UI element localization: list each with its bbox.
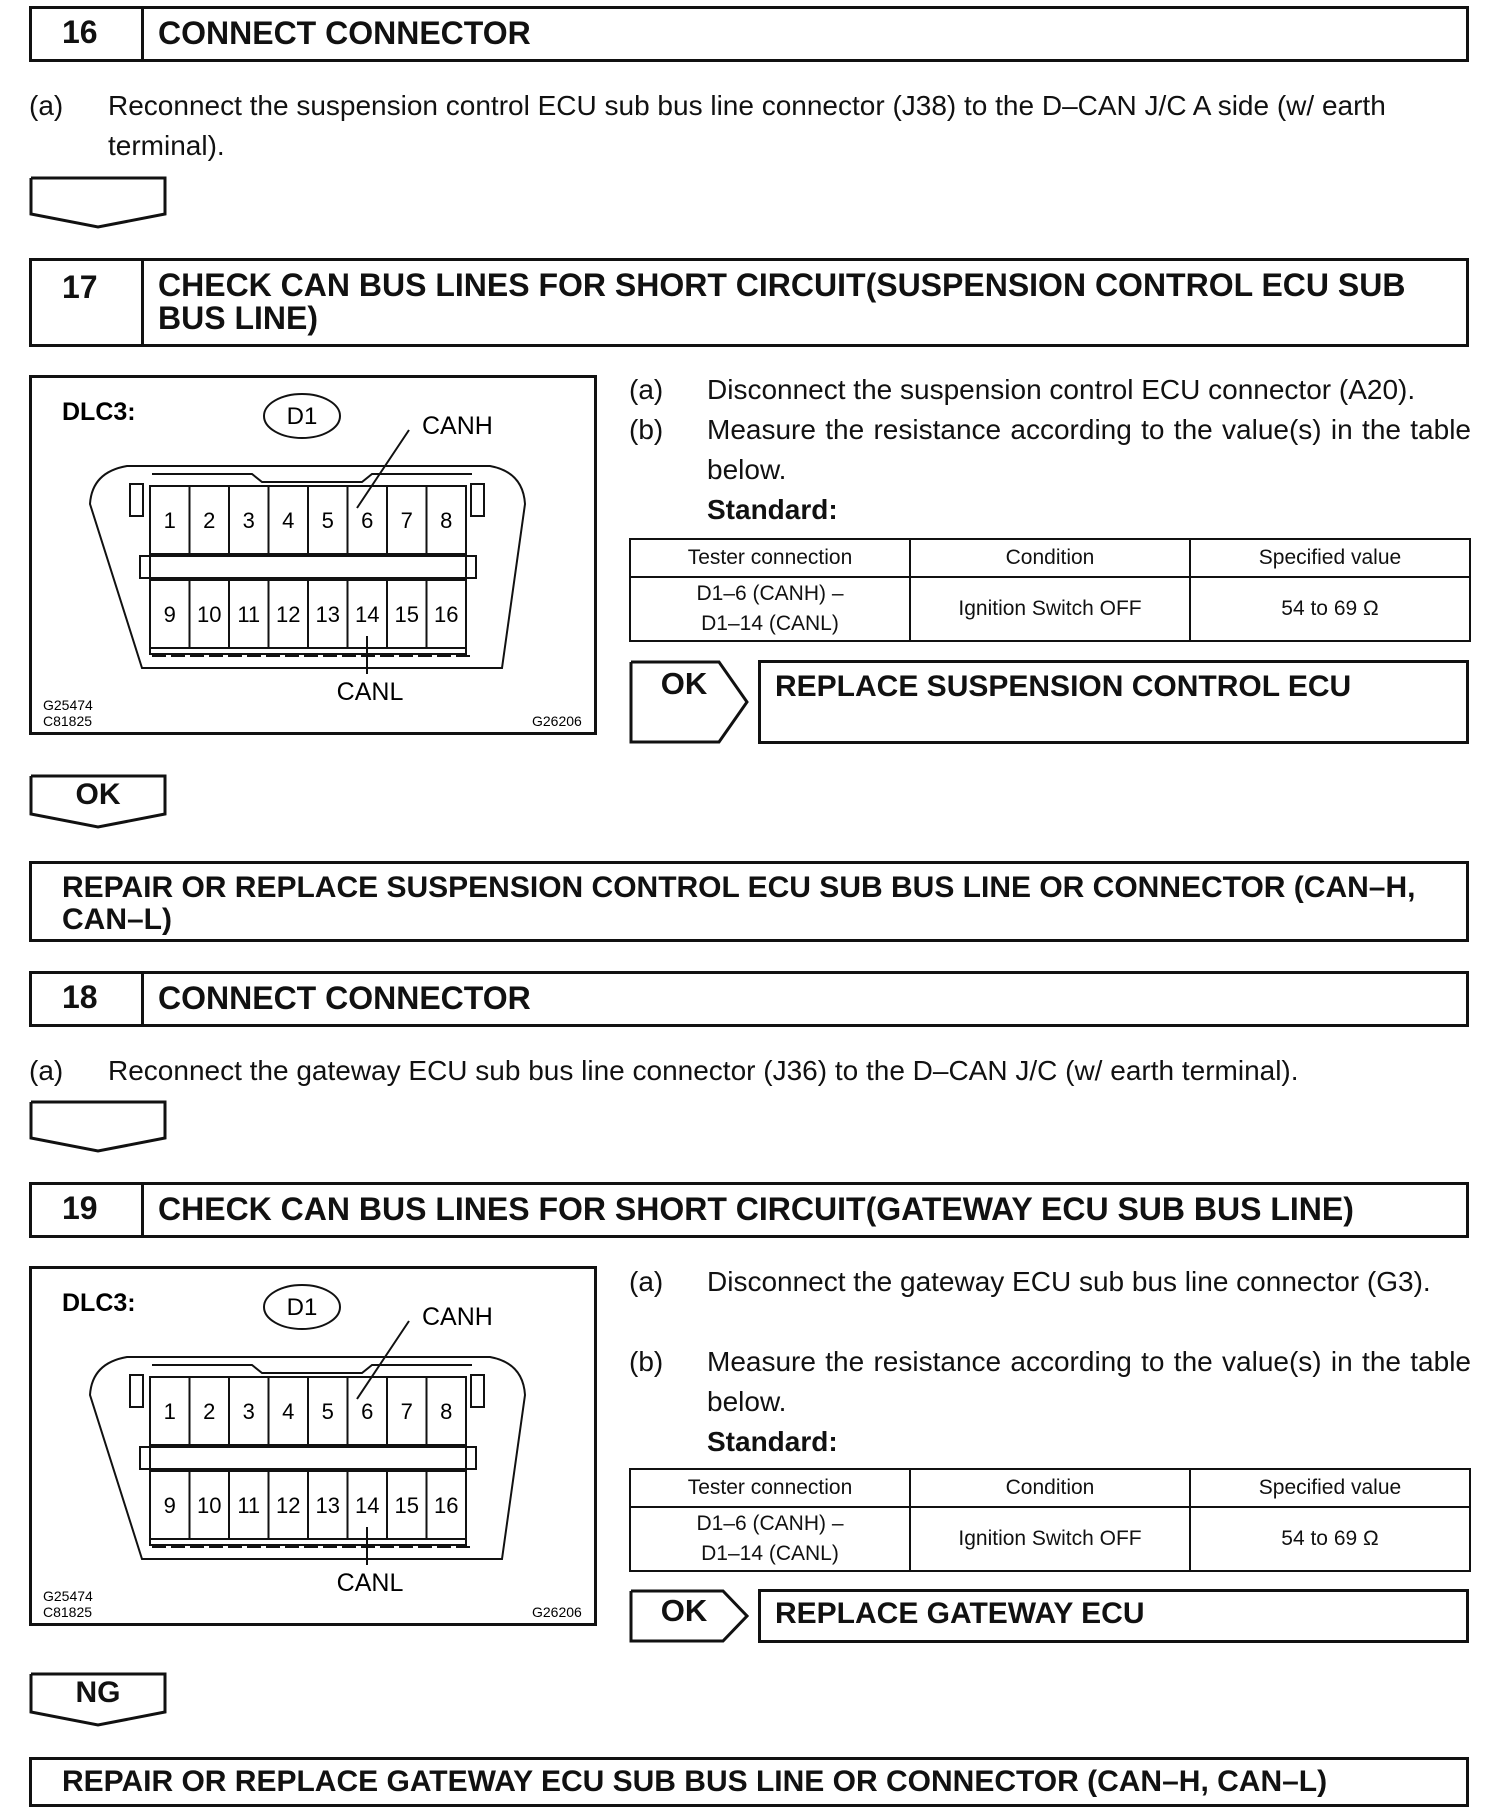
canh-leader-line <box>357 1321 409 1399</box>
dlc3-connector-diagram <box>32 1269 594 1623</box>
dlc3-connector-figure-19 <box>29 1266 597 1626</box>
down-arrow-icon <box>29 1100 167 1154</box>
canl-label: CANL <box>336 1569 404 1597</box>
flow-arrow-16 <box>29 176 167 230</box>
flow-arrow-19 <box>29 1672 167 1728</box>
item-text: Disconnect the gateway ECU sub bus line connector (G3). <box>707 1266 1431 1297</box>
item-label: (a) <box>629 374 664 405</box>
spec-table-17 <box>629 538 1471 642</box>
step-19-header <box>29 1182 1469 1238</box>
item-label: (a) <box>29 1055 64 1086</box>
ok-action-box-19: REPLACE GATEWAY ECU <box>758 1589 1469 1643</box>
item-text: Reconnect the suspension control ECU sub bus line connector (J38) to the D–CAN J/C A side (w/ earth terminal). <box>108 90 1386 161</box>
pin-label: 4 <box>282 508 295 533</box>
flow-label: OK <box>75 778 121 811</box>
flow-arrow-18 <box>29 1100 167 1154</box>
pin-label: 14 <box>355 602 380 627</box>
item-text: Measure the resistance according to the value(s) in the table below. <box>707 1346 1471 1417</box>
pin-label: 5 <box>321 508 334 533</box>
right-latch <box>471 484 484 516</box>
bottom-pin-row <box>150 580 466 648</box>
figure-code: C81825 <box>43 713 93 729</box>
step-title: CONNECT CONNECTOR <box>158 15 531 51</box>
step-16-item-a <box>29 86 1469 166</box>
table-row <box>630 1507 1470 1571</box>
dlc-label: DLC3: <box>62 398 136 426</box>
table-cell-condition: Ignition Switch OFF <box>910 1507 1190 1571</box>
table-cell-specified: 54 to 69 Ω <box>1190 1507 1470 1571</box>
left-latch <box>130 1375 143 1407</box>
table-header: Tester connection <box>630 1469 910 1507</box>
pin-label: 10 <box>197 1493 222 1518</box>
pin-label: 9 <box>163 602 176 627</box>
spec-table-19 <box>629 1468 1471 1572</box>
ok-result-17 <box>629 660 749 744</box>
repair-box-19: REPAIR OR REPLACE GATEWAY ECU SUB BUS LINE OR CONNECTOR (CAN–H, CAN–L) <box>29 1757 1469 1807</box>
flow-arrow-17 <box>29 774 167 830</box>
connector-id: D1 <box>286 403 318 430</box>
pin-label: 1 <box>163 508 176 533</box>
table-header-row <box>630 1469 1470 1507</box>
step-18-item-a <box>29 1051 1469 1091</box>
left-latch <box>130 484 143 516</box>
ok-label: OK <box>660 666 708 701</box>
bottom-pin-row <box>150 1471 466 1539</box>
figure-code: G25474 <box>43 1588 93 1604</box>
standard-label: Standard: <box>707 1426 838 1457</box>
step-number: 17 <box>32 261 144 344</box>
ok-label: OK <box>660 1593 708 1628</box>
top-pin-row <box>150 486 466 554</box>
table-cell-specified: 54 to 69 Ω <box>1190 577 1470 641</box>
pin-label: 12 <box>276 602 301 627</box>
step-19-item-a <box>629 1262 1471 1302</box>
step-number: 18 <box>32 974 144 1024</box>
item-label: (a) <box>29 90 64 121</box>
item-label: (a) <box>629 1266 664 1297</box>
pin-label: 3 <box>242 508 255 533</box>
pin-label: 11 <box>237 1493 261 1518</box>
pin-label: 9 <box>163 1493 176 1518</box>
figure-code: G26206 <box>532 713 582 729</box>
pin-label: 6 <box>361 1399 374 1424</box>
tester-line-2: D1–14 (CANL) <box>701 1542 839 1565</box>
canh-label: CANH <box>422 1303 493 1331</box>
pin-label: 13 <box>315 1493 340 1518</box>
canh-label: CANH <box>422 412 493 440</box>
pin-label: 13 <box>315 602 340 627</box>
table-row <box>630 577 1470 641</box>
standard-label: Standard: <box>707 494 838 525</box>
pin-label: 15 <box>394 602 419 627</box>
dlc-label: DLC3: <box>62 1289 136 1317</box>
table-header-row <box>630 539 1470 577</box>
item-text: Reconnect the gateway ECU sub bus line connector (J36) to the D–CAN J/C (w/ earth terminal). <box>108 1055 1299 1086</box>
connector-top-key <box>152 474 472 482</box>
pin-label: 11 <box>237 602 261 627</box>
figure-code: G26206 <box>532 1604 582 1620</box>
pin-label: 15 <box>394 1493 419 1518</box>
step-title: CHECK CAN BUS LINES FOR SHORT CIRCUIT(GATEWAY ECU SUB BUS LINE) <box>158 1191 1354 1227</box>
table-header: Tester connection <box>630 539 910 577</box>
pin-label: 8 <box>440 1399 453 1424</box>
center-rib <box>140 1447 476 1469</box>
pin-label: 10 <box>197 602 222 627</box>
step-17-item-a <box>629 370 1471 410</box>
pin-label: 7 <box>400 508 413 533</box>
pin-label: 7 <box>400 1399 413 1424</box>
step-17-item-b <box>629 410 1471 490</box>
table-cell-condition: Ignition Switch OFF <box>910 577 1190 641</box>
repair-box-17: REPAIR OR REPLACE SUSPENSION CONTROL ECU SUB BUS LINE OR CONNECTOR (CAN–H, CAN–L) <box>29 861 1469 942</box>
step-16-header <box>29 6 1469 62</box>
pin-label: 14 <box>355 1493 380 1518</box>
tester-line-1: D1–6 (CANH) – <box>696 1512 844 1535</box>
step-19-item-b <box>629 1342 1471 1422</box>
step-number: 19 <box>32 1185 144 1235</box>
down-arrow-icon <box>29 176 167 230</box>
step-number: 16 <box>32 9 144 59</box>
table-cell-tester <box>630 577 910 641</box>
canh-leader-line <box>357 430 409 508</box>
item-label: (b) <box>629 1346 664 1377</box>
connector-top-key <box>152 1365 472 1373</box>
tester-line-1: D1–6 (CANH) – <box>696 582 844 605</box>
ok-action-box-17: REPLACE SUSPENSION CONTROL ECU <box>758 660 1469 744</box>
step-18-header <box>29 971 1469 1027</box>
pin-label: 8 <box>440 508 453 533</box>
dlc3-connector-figure-17 <box>29 375 597 735</box>
figure-code: C81825 <box>43 1604 93 1620</box>
pin-label: 16 <box>434 602 459 627</box>
pin-label: 16 <box>434 1493 459 1518</box>
pin-label: 4 <box>282 1399 295 1424</box>
flow-label: NG <box>75 1676 121 1709</box>
ok-result-19 <box>629 1589 749 1643</box>
center-rib <box>140 556 476 578</box>
step-17-header <box>29 258 1469 347</box>
table-header: Specified value <box>1190 1469 1470 1507</box>
pin-label: 6 <box>361 508 374 533</box>
top-pin-row <box>150 1377 466 1445</box>
dlc3-connector-diagram <box>32 378 594 732</box>
pin-label: 5 <box>321 1399 334 1424</box>
tester-line-2: D1–14 (CANL) <box>701 612 839 635</box>
pin-label: 3 <box>242 1399 255 1424</box>
canl-label: CANL <box>336 678 404 706</box>
step-title: CONNECT CONNECTOR <box>158 980 531 1016</box>
pin-label: 12 <box>276 1493 301 1518</box>
table-header: Condition <box>910 539 1190 577</box>
right-latch <box>471 1375 484 1407</box>
item-text: Measure the resistance according to the value(s) in the table below. <box>707 414 1471 485</box>
table-header: Specified value <box>1190 539 1470 577</box>
pin-label: 2 <box>203 1399 216 1424</box>
item-text: Disconnect the suspension control ECU connector (A20). <box>707 374 1416 405</box>
figure-code: G25474 <box>43 697 93 713</box>
item-label: (b) <box>629 414 664 445</box>
pin-label: 2 <box>203 508 216 533</box>
table-header: Condition <box>910 1469 1190 1507</box>
connector-id: D1 <box>286 1294 318 1321</box>
step-title: CHECK CAN BUS LINES FOR SHORT CIRCUIT(SUSPENSION CONTROL ECU SUB BUS LINE) <box>158 267 1406 336</box>
table-cell-tester <box>630 1507 910 1571</box>
pin-label: 1 <box>163 1399 176 1424</box>
